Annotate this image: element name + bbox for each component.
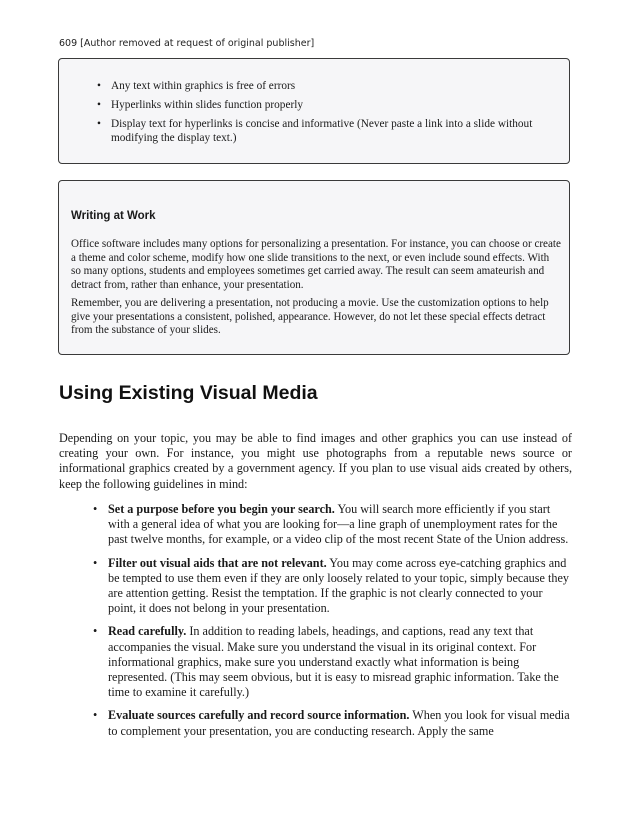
guideline-lead: Filter out visual aids that are not relevant. bbox=[108, 555, 327, 570]
guideline-text: You will search more efficiently if you start with a general idea of what you are looking for—a line graph of unemployment rates for the past twelve months, for example, or a video clip of the most recent State of the Union address. bbox=[108, 502, 569, 547]
guideline-item bbox=[108, 624, 570, 700]
box-paragraph: Remember, you are delivering a presentation, not producing a movie. Use the customization options to help give your presentations a consistent, polished, appearance. However, do not let these special effects detract from the substance of your slides. bbox=[71, 297, 549, 337]
box-title: Writing at Work bbox=[71, 210, 156, 222]
box-paragraph: Office software includes many options for personalizing a presentation. For instance, you can choose or create a theme and color scheme, modify how one slide transitions to the next, or even include sound effects. With so many options, students and employees sometimes get carried away. The result can seem amateurish and detract from, rather than enhance, your presentation. bbox=[71, 238, 561, 291]
guideline-item bbox=[108, 502, 570, 548]
guideline-text: In addition to reading labels, headings, and captions, read any text that accompanies the visual. Make sure you understand the visual in its original context. For informational graphics, make sure you understand exactly what information is being represented. (This may seem obvious, but it is easy to misread graphic information. Take the time to examine it carefully.) bbox=[108, 624, 559, 700]
checklist-item: • Display text for hyperlinks is concise and informative (Never paste a link into a slide without modifying the display text.) bbox=[111, 117, 551, 145]
guidelines-list bbox=[108, 502, 570, 747]
checklist bbox=[111, 79, 551, 150]
checklist-item: • Hyperlinks within slides function properly bbox=[111, 98, 551, 112]
guideline-item bbox=[108, 556, 570, 617]
checklist-item: • Any text within graphics is free of errors bbox=[111, 79, 551, 93]
running-head: 609 [Author removed at request of original publisher] bbox=[59, 38, 315, 49]
intro-paragraph: Depending on your topic, you may be able to find images and other graphics you can use instead of creating your own. For instance, you might use photographs from a reputable news source or informational graphics created by a government agency. If you plan to use visual aids created by others, keep the following guidelines in mind: bbox=[59, 431, 572, 491]
checklist-box bbox=[58, 58, 570, 164]
writing-at-work-box bbox=[58, 180, 570, 355]
guideline-text: When you look for visual media to complement your presentation, you are conducting research. Apply the same bbox=[108, 708, 570, 738]
guideline-item bbox=[108, 708, 570, 738]
guideline-lead: Read carefully. bbox=[108, 624, 187, 639]
guideline-lead: Evaluate sources carefully and record source information. bbox=[108, 708, 410, 723]
guideline-text: You may come across eye-catching graphics and be tempted to use them even if they are only loosely related to your topic, simply because they are attention getting. Resist the temptation. If the graphic is not clearly connected to your point, it does not belong in your presentation. bbox=[108, 555, 569, 616]
section-heading: Using Existing Visual Media bbox=[59, 382, 318, 404]
guideline-lead: Set a purpose before you begin your search. bbox=[108, 502, 335, 516]
